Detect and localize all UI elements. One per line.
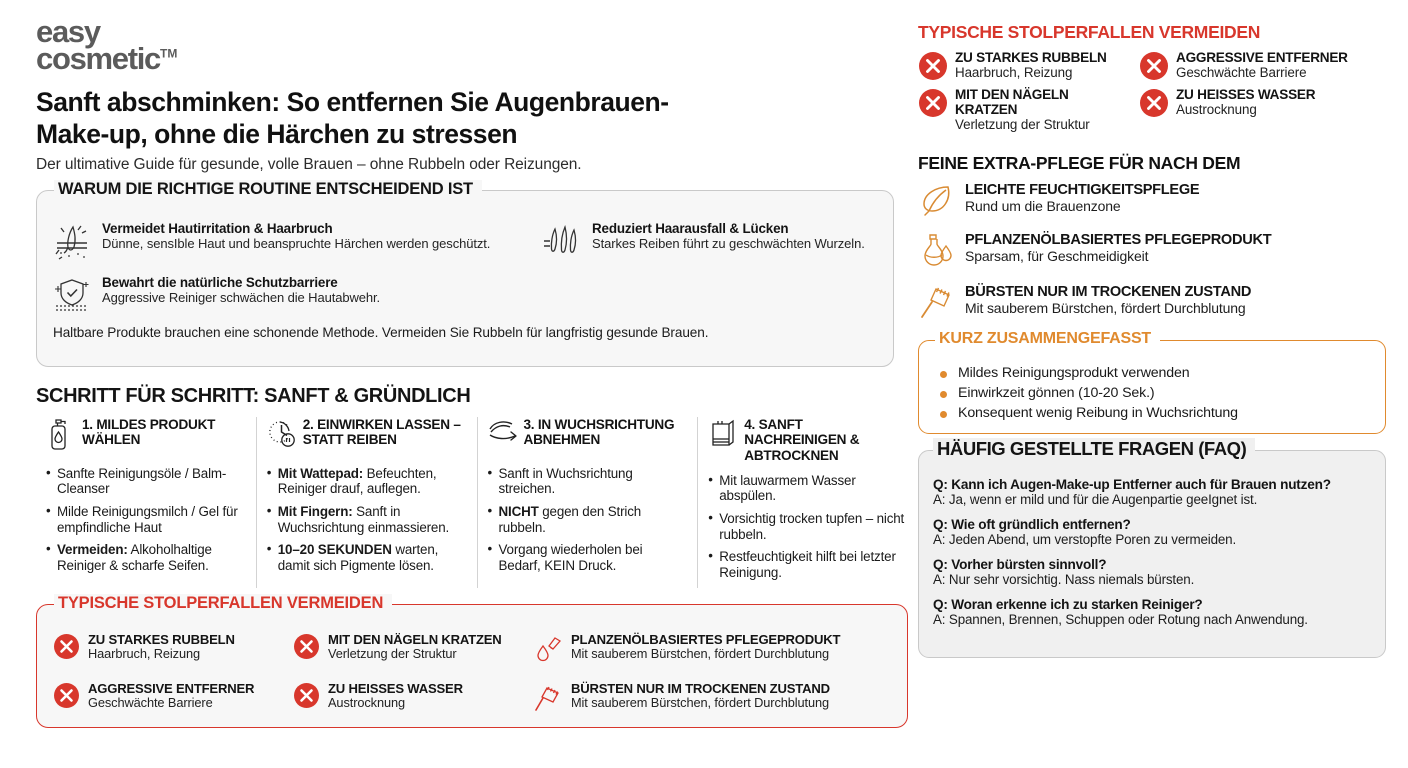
step-bullet: • NICHT gegen den Strich rubbeln. [488, 504, 686, 535]
step-header [488, 417, 686, 457]
pitfall-title: ZU STARKES RUBBELN [88, 631, 235, 647]
step-bullet: • Mit lauwarmem Wasser abspülen. [708, 473, 906, 504]
care-text [571, 633, 840, 662]
step-label: 2. EINWIRKEN LASSEN – STATT REIBEN [302, 416, 461, 448]
step-header [708, 417, 906, 464]
pitfall-item [918, 87, 1133, 133]
faq-question: Q: Wie oft gründlich entfernen? [933, 516, 1131, 532]
x-circle-icon [1139, 50, 1169, 81]
x-circle-icon [1139, 87, 1169, 118]
oil-drop-icon [533, 633, 563, 670]
step-header [267, 417, 465, 457]
trademark-mark: TM [160, 46, 178, 61]
extra-care-item [918, 284, 1398, 326]
x-circle-icon [293, 682, 320, 709]
faq-item [933, 557, 1375, 588]
step-bullet: • Milde Reinigungsmilch / Gel für empfindliche Haut [46, 504, 244, 535]
extra-care-item-desc: Sparsam, für Geschmeidigkeit [965, 247, 1149, 264]
pitfall-item [1139, 50, 1398, 81]
pitfall-title: ZU HEISSES WASSER [1176, 87, 1316, 102]
extra-care-item-desc: Mit sauberem Bürstchen, fördert Durchblutung [965, 299, 1246, 316]
why-routine-grid [51, 221, 879, 329]
faq-box [918, 437, 1386, 658]
hair-follicle-icon [51, 221, 93, 266]
why-feature-desc: Starkes Reiben führt zu geschwächten Wurzeln. [592, 235, 865, 251]
pitfall-desc: Verletzung der Struktur [955, 117, 1090, 133]
pitfalls-grid [53, 633, 897, 719]
why-feature [541, 221, 879, 266]
oil-bottle-icon [918, 232, 956, 274]
care-desc: Mit sauberem Bürstchen, fördert Durchblutung [571, 645, 830, 661]
pitfall-title: AGGRESSIVE ENTFERNER [88, 680, 255, 696]
step-card-3 [477, 417, 698, 588]
faq-answer: A: Ja, wenn er mild und für die Augenpartie geeIgnet ist. [933, 492, 1258, 508]
extra-care-title: FEINE EXTRA-PFLEGE FÜR NACH DEM [918, 152, 1241, 173]
summary-item: Konsequent wenig Reibung in Wuchsrichtung [937, 405, 1238, 421]
pitfall-desc: Geschwächte Barriere [88, 694, 213, 710]
pitfall-text [1176, 50, 1348, 81]
pitfall-item [293, 633, 533, 670]
faq-item [933, 597, 1375, 628]
brand-logo [36, 14, 918, 77]
care-desc: Mit sauberem Bürstchen, fördert Durchblutung [571, 694, 830, 710]
right-column [918, 0, 1408, 768]
step-bullet: • Vorgang wiederholen bei Bedarf, KEIN Druck. [488, 542, 686, 573]
step-bullet: • Sanft in Wuchsrichtung streichen. [488, 466, 686, 497]
summary-box [918, 329, 1386, 434]
step-label: 4. SANFT NACHREINIGEN & ABTROCKNEN [744, 416, 860, 463]
pump-bottle-icon [46, 417, 76, 457]
care-item [533, 633, 897, 670]
pitfall-text [955, 87, 1133, 133]
why-feature-title: Bewahrt die natürliche Schutzbarriere [102, 274, 338, 290]
extra-care-text [965, 284, 1251, 316]
step-bullets [708, 473, 906, 581]
step-bullet: • Sanfte Reinigungsöle / Balm-Cleanser [46, 466, 244, 497]
pitfall-item [53, 633, 293, 670]
step-header [46, 417, 244, 457]
care-title: PLANZENÖLBASIERTES PFLEGEPRODUKT [571, 631, 841, 647]
brand-logo-line2: cosmetic™ [36, 41, 178, 77]
pitfall-text [88, 633, 235, 662]
step-label: 3. IN WUCHSRICHTUNG ABNEHMEN [523, 416, 675, 448]
pitfall-text [88, 682, 254, 711]
towel-icon [708, 417, 738, 455]
faq-question: Q: Woran erkenne ich zu starken Reiniger? [933, 596, 1203, 612]
pitfall-item [918, 50, 1133, 81]
faq-answer: A: Spannen, Brennen, Schuppen oder Rotung nach Anwendung. [933, 612, 1308, 628]
care-title: BÜRSTEN NUR IM TROCKENEN ZUSTAND [571, 680, 830, 696]
extra-care-item-title: PFLANZENÖLBASIERTES PFLEGEPRODUKT [965, 231, 1272, 248]
pitfall-item [293, 682, 533, 719]
faq-box-title: HÄUFIG GESTELLTE FRAGEN (FAQ) [933, 438, 1255, 460]
why-feature-desc: Aggressive Reiniger schwächen die Hautabwehr. [102, 289, 381, 305]
step-label: 1. MILDES PRODUKT WÄHLEN [82, 416, 216, 448]
pitfall-desc: Verletzung der Struktur [328, 645, 457, 661]
x-circle-icon [53, 633, 80, 660]
why-col-left [51, 221, 531, 329]
why-feature-title: Vermeidet Hautirritation & Haarbruch [102, 220, 333, 236]
step-card-1 [36, 417, 256, 588]
pitfall-text [955, 50, 1107, 81]
why-feature-text [102, 275, 380, 320]
x-circle-icon [918, 50, 948, 81]
step-bullet: • Mit Wattepad: Befeuchten, Reiniger drauf, auflegen. [267, 466, 465, 497]
faq-list [933, 477, 1375, 637]
step-bullets [488, 466, 686, 574]
why-feature [51, 221, 531, 266]
step-bullet: • Mit Fingern: Sanft in Wuchsrichtung einmassieren. [267, 504, 465, 535]
brow-brush-icon [533, 682, 563, 719]
brand-logo-line1: easy [36, 14, 100, 49]
faq-item [933, 477, 1375, 508]
pitfall-title: MIT DEN NÄGELN KRATZEN [955, 87, 1069, 118]
why-routine-title: WARUM DIE RICHTIGE ROUTINE ENTSCHEIDEND IST [54, 180, 482, 199]
summary-item: Einwirkzeit gönnen (10-20 Sek.) [937, 385, 1238, 401]
right-pitfalls-title: TYPISCHE STOLPERFALLEN VERMEIDEN [918, 22, 1261, 42]
pitfall-desc: Haarbruch, Reizung [955, 65, 1073, 81]
step-card-2 [256, 417, 477, 588]
pitfall-desc: Geschwächte Barriere [1176, 65, 1307, 81]
faq-question: Q: Kann ich Augen-Make-up Entferner auch für Brauen nutzen? [933, 476, 1331, 492]
x-circle-icon [53, 682, 80, 709]
care-text [571, 682, 830, 711]
care-item [533, 682, 897, 719]
step-bullet: • Vermeiden: Alkoholhaltige Reiniger & scharfe Seifen. [46, 542, 244, 573]
pitfall-title: ZU STARKES RUBBELN [955, 50, 1107, 65]
why-feature-text [592, 221, 865, 266]
extra-care-item [918, 182, 1398, 222]
pitfall-desc: Austrocknung [328, 694, 406, 710]
why-feature-desc: Dünne, sensIble Haut und beanspruchte Härchen werden geschützt. [102, 235, 491, 251]
faq-item [933, 517, 1375, 548]
extra-care-text [965, 232, 1271, 264]
step-bullet: • Restfeuchtigkeit hilft bei letzter Reinigung. [708, 549, 906, 580]
steps-container [36, 417, 918, 588]
extra-care-item-title: LEICHTE FEUCHTIGKEITSPFLEGE [965, 181, 1200, 198]
why-routine-footnote: Haltbare Produkte brauchen eine schonende Methode. Vermeiden Sie Rubbeln für langfristig gesunde Brauen. [53, 324, 709, 340]
pitfalls-box-title: TYPISCHE STOLPERFALLEN VERMEIDEN [54, 594, 392, 613]
extra-care-text [965, 182, 1199, 214]
leaf-icon [918, 182, 956, 222]
brow-brush-icon [918, 284, 956, 326]
right-pitfalls-grid [918, 50, 1398, 133]
shield-check-icon [51, 275, 93, 320]
hair-strands-icon [541, 221, 583, 266]
pitfall-title: AGGRESSIVE ENTFERNER [1176, 50, 1348, 65]
brow-stroke-arrow-icon [488, 417, 518, 449]
pitfalls-box [36, 593, 908, 728]
x-circle-icon [918, 87, 948, 118]
faq-question: Q: Vorher bürsten sinnvoll? [933, 556, 1107, 572]
extra-care-item [918, 232, 1398, 274]
steps-section-title: SCHRITT FÜR SCHRITT: SANFT & GRÜNDLICH [36, 384, 471, 407]
why-feature [51, 275, 531, 320]
summary-box-title: KURZ ZUSAMMENGEFASST [935, 330, 1160, 348]
faq-answer: A: Jeden Abend, um verstopfte Poren zu vermeiden. [933, 532, 1237, 548]
why-feature-text [102, 221, 490, 266]
pitfall-text [1176, 87, 1315, 118]
pitfall-title: MIT DEN NÄGELN KRATZEN [328, 631, 502, 647]
summary-item: Mildes Reinigungsprodukt verwenden [937, 365, 1238, 381]
why-col-right [541, 221, 879, 329]
extra-care-list [918, 182, 1398, 326]
step-card-4 [697, 417, 918, 588]
clock-pause-icon [267, 417, 297, 455]
step-bullet: • 10–20 SEKUNDEN warten, damit sich Pigmente lösen. [267, 542, 465, 573]
pitfall-text [328, 682, 463, 711]
faq-answer: A: Nur sehr vorsichtig. Nass niemals bürsten. [933, 572, 1195, 588]
why-routine-box [36, 179, 894, 367]
pitfall-item [53, 682, 293, 719]
why-feature-title: Reduziert Haarausfall & Lücken [592, 220, 789, 236]
pitfall-text [328, 633, 502, 662]
step-bullet: • Vorsichtig trocken tupfen – nicht rubbeln. [708, 511, 906, 542]
extra-care-section [918, 153, 1398, 326]
summary-list [937, 365, 1238, 425]
pitfall-desc: Austrocknung [1176, 102, 1257, 118]
pitfall-title: ZU HEISSES WASSER [328, 680, 463, 696]
pitfall-desc: Haarbruch, Reizung [88, 645, 201, 661]
x-circle-icon [293, 633, 320, 660]
page-title: Sanft abschminken: So entfernen Sie Augenbrauen-Make-up, ohne die Härchen zu stressen [36, 86, 669, 149]
extra-care-item-title: BÜRSTEN NUR IM TROCKENEN ZUSTAND [965, 283, 1252, 300]
extra-care-item-desc: Rund um die Brauenzone [965, 197, 1121, 214]
step-bullets [267, 466, 465, 574]
step-bullets [46, 466, 244, 574]
page-subtitle: Der ultimative Guide für gesunde, volle Brauen – ohne Rubbeln oder Reizungen. [36, 155, 582, 173]
pitfall-item [1139, 87, 1398, 133]
